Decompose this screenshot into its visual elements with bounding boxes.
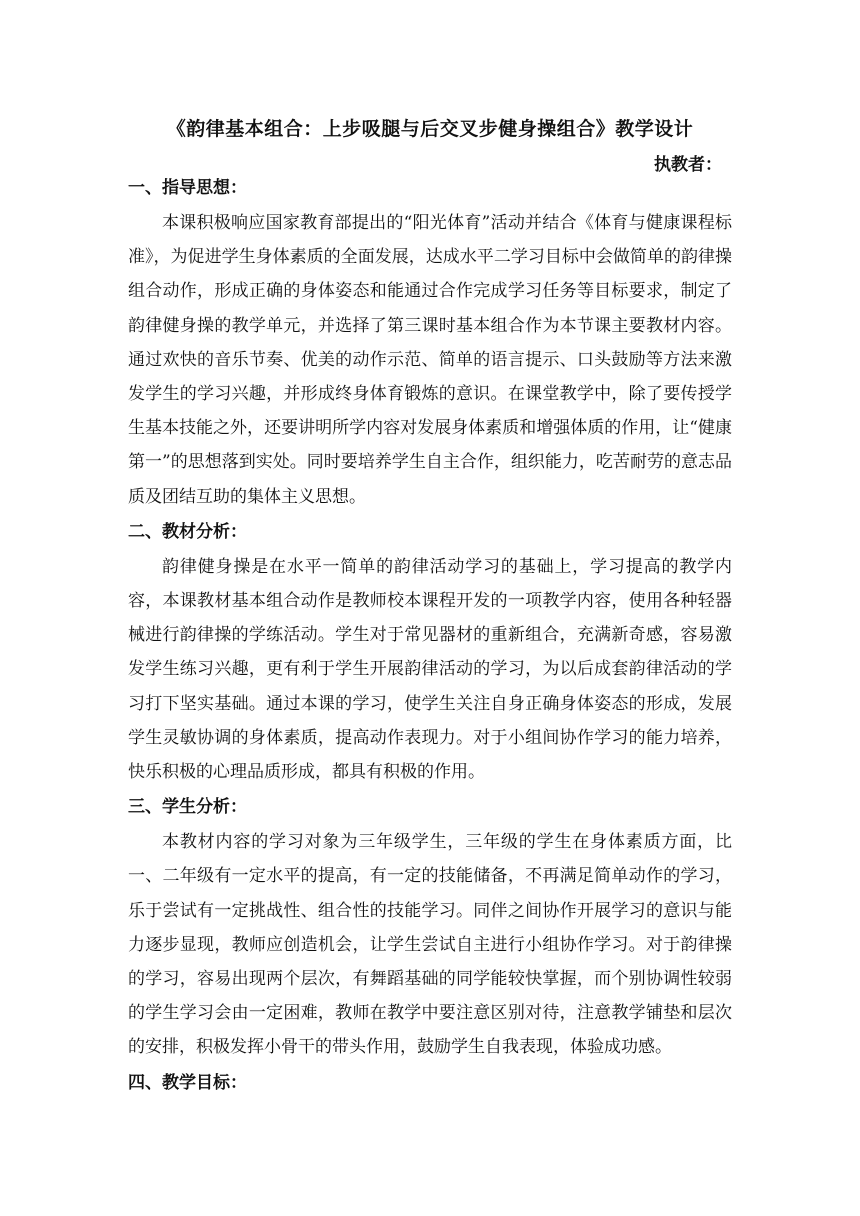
section-heading-material-analysis: 二、教材分析： (128, 521, 247, 542)
section-body-guiding-ideology: 本课积极响应国家教育部提出的“阳光体育”活动并结合《体育与健康课程标准》，为促进学生身体素质的全面发展，达成水平二学习目标中会做简单的韵律操组合动作，形成正确的身体姿态和能通过合作完成学习任务等目标要求，制定了韵律健身操的教学单元，并选择了第三课时基本组合作为本节课主要教材内容。通过欢快的音乐节奏、优美的动作示范、简单的语言提示、口头鼓励等方法来激发学生的学习兴趣，并形成终身体育锻炼的意识。在课堂教学中，除了要传授学生基本技能之外，还要讲明所学内容对发展身体素质和增强体质的作用，让“健康第一”的思想落到实处。同时要培养学生自主合作，组织能力，吃苦耐劳的意志品质及团结互助的集体主义思想。 (128, 213, 732, 507)
section-heading-student-analysis: 三、学生分析： (128, 797, 247, 818)
section-body-student-analysis: 本教材内容的学习对象为三年级学生，三年级的学生在身体素质方面，比一、二年级有一定水平的提高，有一定的技能储备，不再满足简单动作的学习，乐于尝试有一定挑战性、组合性的技能学习。同伴之间协作开展学习的意识与能力逐步显现，教师应创造机会，让学生尝试自主进行小组协作学习。对于韵律操的学习，容易出现两个层次，有舞蹈基础的同学能较快掌握，而个别协调性较弱的学生学习会由一定困难，教师在教学中要注意区别对待，注意教学铺垫和层次的安排，积极发挥小骨干的带头作用，鼓励学生自我表现，体验成功感。 (128, 832, 732, 1058)
section-heading-guiding-ideology: 一、指导思想： (128, 178, 247, 198)
document-body (128, 176, 732, 1101)
section-body-material-analysis: 韵律健身操是在水平一简单的韵律活动学习的基础上，学习提高的教学内容，本课教材基本组合动作是教师校本课程开发的一项教学内容，使用各种轻器械进行韵律操的学练活动。学生对于常见器材的重新组合，充满新奇感，容易激发学生练习兴趣，更有利于学生开展韵律活动的学习，为以后成套韵律活动的学习打下坚实基础。通过本课的学习，使学生关注自身正确身体姿态的形成，发展学生灵敏协调的身体素质，提高动作表现力。对于小组间协作学习的能力培养，快乐积极的心理品质形成，都具有积极的作用。 (128, 556, 732, 783)
author-label: 执教者： (654, 155, 722, 175)
section-heading-teaching-objectives: 四、教学目标： (128, 1072, 247, 1093)
document-title: 《韵律基本组合：上步吸腿与后交叉步健身操组合》教学设计 (166, 118, 694, 140)
